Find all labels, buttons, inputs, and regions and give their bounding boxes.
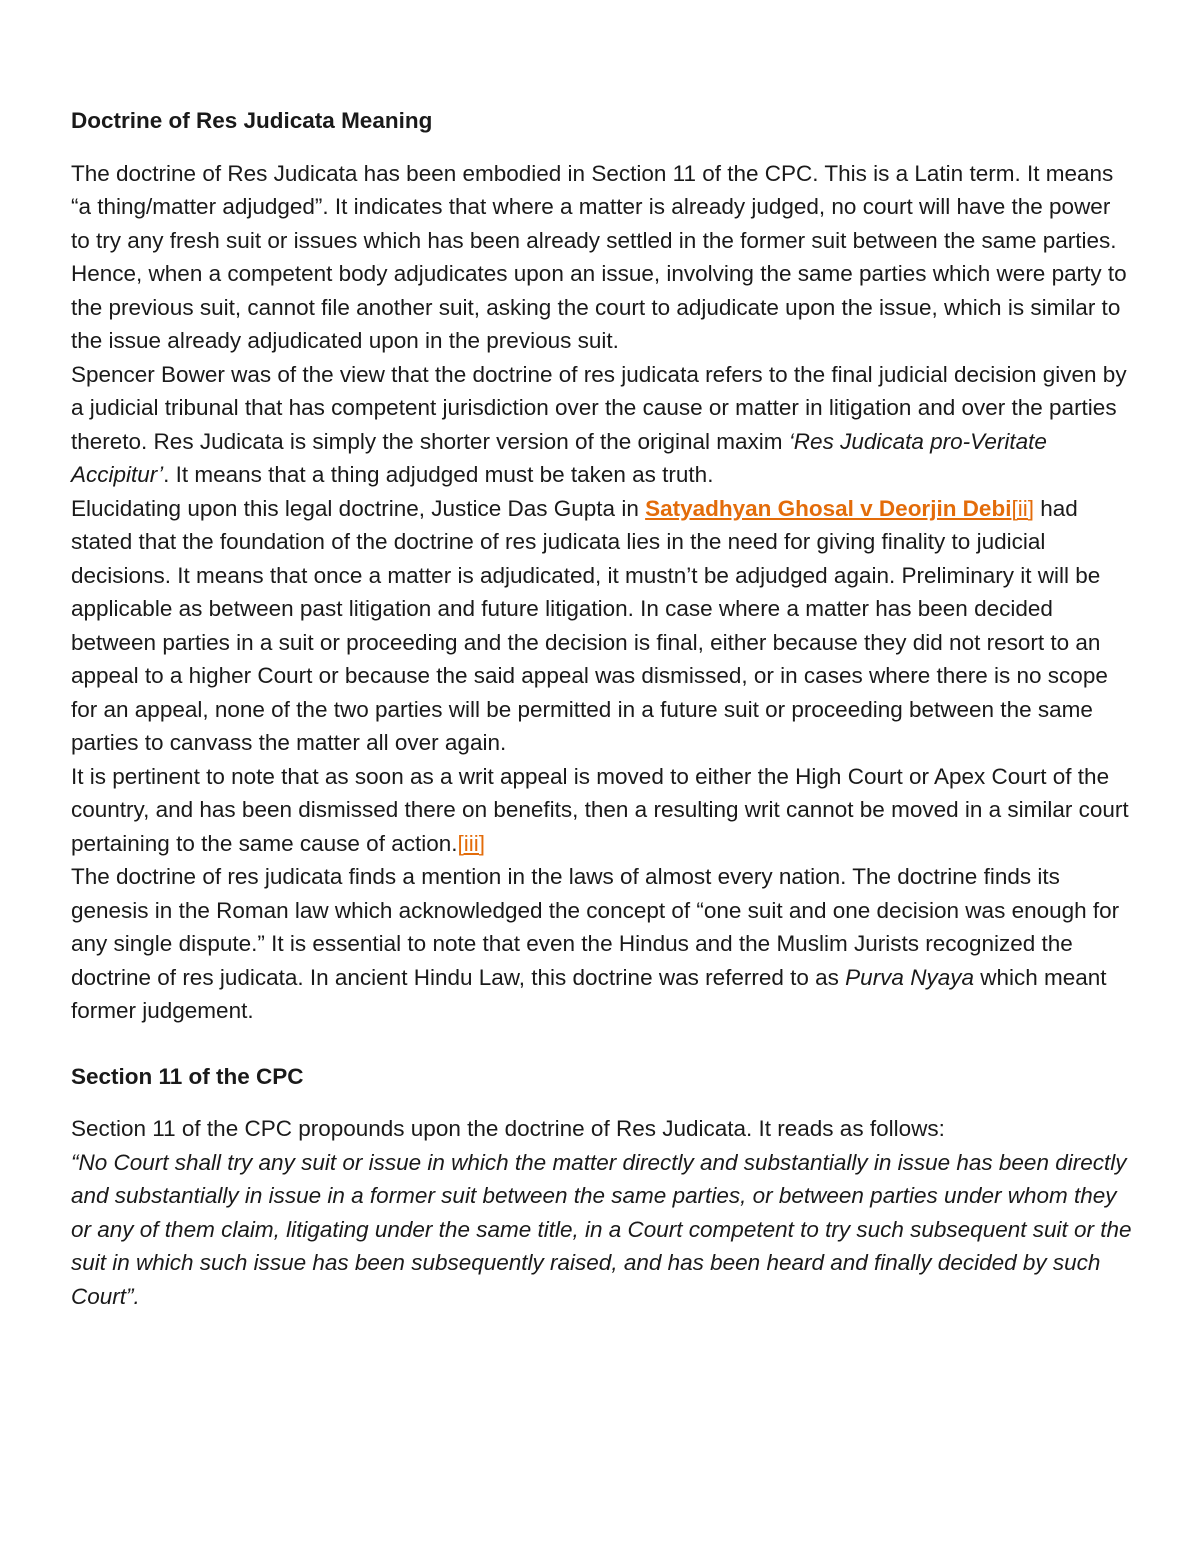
section-spacer <box>71 1028 1133 1060</box>
paragraph-das-gupta <box>71 492 1133 760</box>
paragraph-writ-appeal <box>71 760 1133 861</box>
paragraph-competent-body: Hence, when a competent body adjudicates upon an issue, involving the same parties which were party to the previous suit, cannot file another suit, asking the court to adjudicate upon the issue, which is similar to the issue already adjudicated upon in the previous suit. <box>71 261 1127 353</box>
footnote-link-ii[interactable]: [ii] <box>1011 495 1034 521</box>
paragraph-text: The doctrine of res judicata finds a mention in the laws of almost every nation. The doctrine finds its genesis in the Roman law which acknowledged the concept of “one suit and one decision was enough for any single dispute.” It is essential to note that even the Hindus and the Muslim Jurists recognized the doctrine of res judicata. In ancient Hindu Law, this doctrine was referred to as <box>71 864 1120 990</box>
paragraph-genesis <box>71 860 1133 1028</box>
case-link-satyadhyan-ghosal[interactable]: Satyadhyan Ghosal v Deorjin Debi <box>645 495 1012 521</box>
paragraph-spencer-bower <box>71 358 1133 492</box>
paragraph-text: Elucidating upon this legal doctrine, Justice Das Gupta in <box>71 495 646 521</box>
maxim-text: ‘Res Judicata pro-Veritate Accipitur’ <box>71 428 1047 487</box>
purva-nyaya-term: Purva Nyaya <box>845 964 974 990</box>
section-heading-res-judicata-meaning: Doctrine of Res Judicata Meaning <box>71 108 433 133</box>
paragraph-text: had stated that the foundation of the doctrine of res judicata lies in the need for giving finality to judicial decisions. It means that once a matter is adjudicated, it mustn’t be adjudged again. Preliminary it will be applicable as between past litigation and future litigation. In case where a matter has been decided between parties in a suit or proceeding and the decision is final, either because they did not resort to an appeal to a higher Court or because the said appeal was dismissed, or in cases where there is no scope for an appeal, none of the two parties will be permitted in a future suit or proceeding between the same parties to canvass the matter all over again. <box>71 495 1108 755</box>
paragraph-text: . It means that a thing adjudged must be taken as truth. <box>163 462 714 487</box>
paragraph-text: Spencer Bower was of the view that the doctrine of res judicata refers to the final judicial decision given by a judicial tribunal that has competent jurisdiction over the cause or matter in litigation and over the parties thereto. Res Judicata is simply the shorter version of the original maxim <box>71 361 1127 454</box>
document-page <box>71 104 1133 1313</box>
section-11-quote: “No Court shall try any suit or issue in which the matter directly and substantially in issue has been directly and substantially in issue in a former suit between the same parties, or between parties under whom they or any of them claim, litigating under the same title, in a Court competent to try such subsequent suit or the suit in which such issue has been subsequently raised, and has been heard and finally decided by such Court”. <box>71 1149 1132 1309</box>
paragraph-text: It is pertinent to note that as soon as a writ appeal is moved to either the High Court or Apex Court of the country, and has been dismissed there on benefits, then a resulting writ cannot be moved in a similar court pertaining to the same cause of action. <box>71 763 1129 856</box>
section-heading-section-11: Section 11 of the CPC <box>71 1063 304 1089</box>
paragraph-definition: The doctrine of Res Judicata has been embodied in Section 11 of the CPC. This is a Latin term. It means “a thing/matter adjudged”. It indicates that where a matter is already judged, no court will have the power to try any fresh suit or issues which has been already settled in the former suit between the same parties. <box>71 160 1117 253</box>
paragraph-text: which meant former judgement. <box>71 964 1107 1023</box>
paragraph-section-11-intro: Section 11 of the CPC propounds upon the doctrine of Res Judicata. It reads as follows: <box>71 1116 945 1141</box>
footnote-link-iii[interactable]: [iii] <box>457 830 485 856</box>
